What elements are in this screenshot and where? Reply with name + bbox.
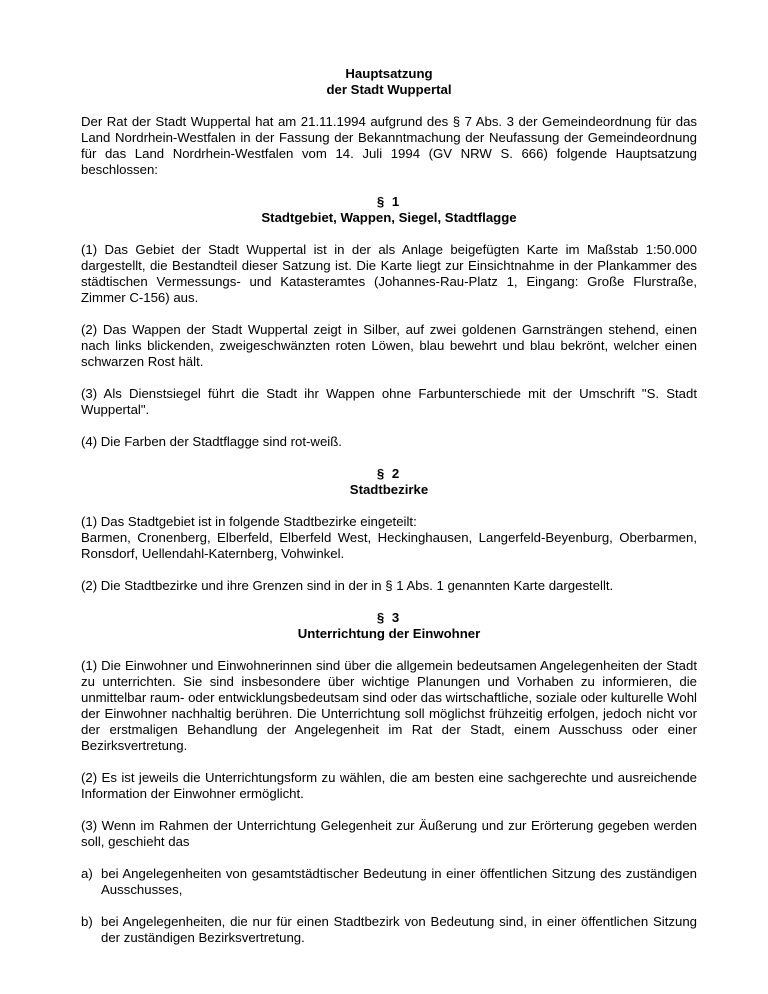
list-item-text: bei Angelegenheiten, die nur für einen Stadtbezirk von Bedeutung sind, in einer öffentlichen Sitzung der zuständigen Bezirksvertretung.	[101, 914, 697, 945]
section-3-title: Unterrichtung der Einwohner	[297, 626, 481, 641]
section-2-paragraph: (1) Das Stadtgebiet ist in folgende Stadtbezirke eingeteilt:	[81, 514, 417, 529]
title-line-1: Hauptsatzung	[345, 66, 433, 81]
section-1-number: § 1	[376, 194, 402, 209]
list-item-text: bei Angelegenheiten von gesamtstädtischer Bedeutung in einer öffentlichen Sitzung des zuständigen Ausschusses,	[101, 866, 697, 897]
title-line-2: der Stadt Wuppertal	[326, 82, 452, 97]
section-3-heading	[81, 610, 697, 642]
document-title	[81, 66, 697, 98]
section-1-heading	[81, 194, 697, 226]
section-3-paragraph: (1) Die Einwohner und Einwohnerinnen sind über die allgemein bedeutsamen Angelegenheiten der Stadt zu unterrichten. Sie sind insbesondere über wichtige Planungen und Vorhaben zu informieren, die unmittelbar raum- oder entwicklungsbedeutsam sind oder das wirtschaftliche, soziale oder kulturelle Wohl der Einwohner nachhaltig berühren. Die Unterrichtung soll möglichst frühzeitig erfolgen, jedoch nicht vor der erstmaligen Behandlung der Angelegenheit im Rat der Stadt, einem Ausschuss oder einer Bezirksvertretung.	[81, 658, 697, 753]
section-1-paragraph: (1) Das Gebiet der Stadt Wuppertal ist in der als Anlage beigefügten Karte im Maßstab 1:50.000 dargestellt, die Bestandteil dieser Satzung ist. Die Karte liegt zur Einsichtnahme in der Plankammer des städtischen Vermessungs- und Katasteramtes (Johannes-Rau-Platz 1, Eingang: Große Flurstraße, Zimmer C-156) aus.	[81, 242, 697, 305]
section-2-number: § 2	[376, 466, 402, 481]
section-1-paragraph: (2) Das Wappen der Stadt Wuppertal zeigt in Silber, auf zwei goldenen Garnsträngen stehend, einen nach links blickenden, zweigeschwänzten roten Löwen, blau bewehrt und blau bekrönt, welcher einen schwarzen Rost hält.	[81, 322, 697, 369]
section-1-paragraph: (3) Als Dienstsiegel führt die Stadt ihr Wappen ohne Farbunterschiede mit der Umschrift "S. Stadt Wuppertal".	[81, 386, 697, 417]
section-1-title: Stadtgebiet, Wappen, Siegel, Stadtflagge	[261, 210, 517, 225]
list-item	[81, 866, 697, 898]
list-marker: a)	[81, 866, 93, 881]
section-2-title: Stadtbezirke	[349, 482, 429, 497]
preamble: Der Rat der Stadt Wuppertal hat am 21.11.1994 aufgrund des § 7 Abs. 3 der Gemeindeordnung für das Land Nordrhein-Westfalen in der Fassung der Bekanntmachung der Neufassung der Gemeindeordnung für das Land Nordrhein-Westfalen vom 14. Juli 1994 (GV NRW S. 666) folgende Hauptsatzung beschlossen:	[81, 114, 697, 177]
section-1-paragraph: (4) Die Farben der Stadtflagge sind rot-weiß.	[81, 434, 342, 449]
section-2-heading	[81, 466, 697, 498]
section-3-number: § 3	[376, 610, 402, 625]
section-2-paragraph: (2) Die Stadtbezirke und ihre Grenzen sind in der in § 1 Abs. 1 genannten Karte dargestellt.	[81, 578, 614, 593]
section-3-list	[81, 866, 697, 946]
section-3-paragraph: (2) Es ist jeweils die Unterrichtungsform zu wählen, die am besten eine sachgerechte und ausreichende Information der Einwohner ermöglicht.	[81, 770, 697, 801]
section-3-paragraph: (3) Wenn im Rahmen der Unterrichtung Gelegenheit zur Äußerung und zur Erörterung gegeben werden soll, geschieht das	[81, 818, 697, 849]
list-marker: b)	[81, 914, 93, 929]
list-item	[81, 914, 697, 946]
district-list: Barmen, Cronenberg, Elberfeld, Elberfeld West, Heckinghausen, Langerfeld-Beyenburg, Oberbarmen, Ronsdorf, Uellendahl-Katernberg, Vohwinkel.	[81, 530, 697, 561]
